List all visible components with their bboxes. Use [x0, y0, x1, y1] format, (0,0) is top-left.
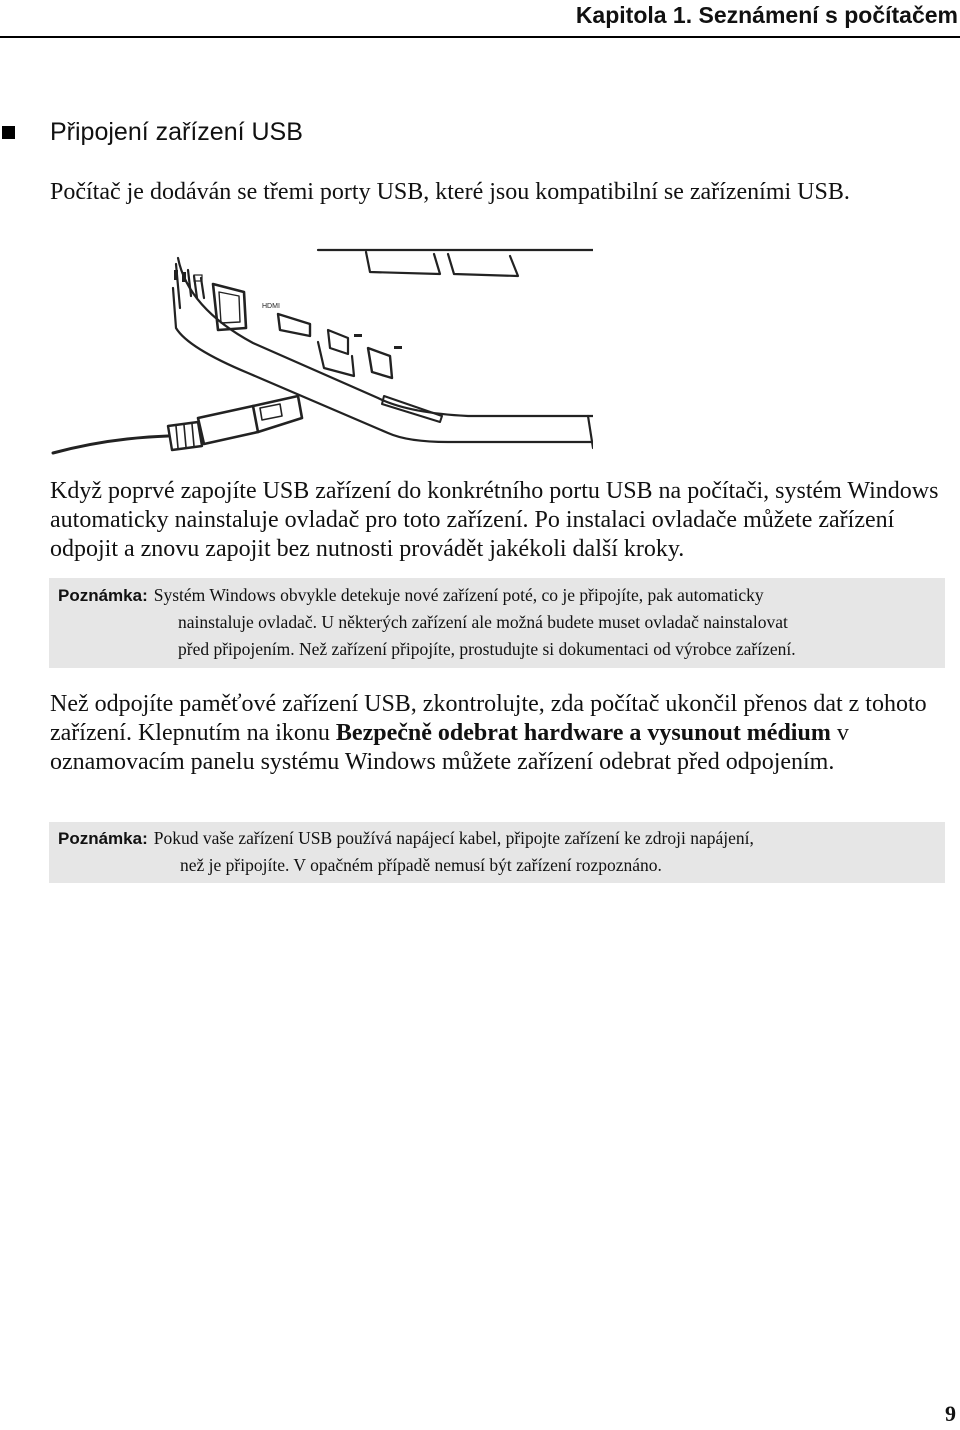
paragraph-text: Než odpojíte paměťové zařízení USB, zkontrolujte, zda počítač ukončil přenos dat z tohoto zařízení. Klepnutím na ikonu	[50, 691, 927, 746]
safe-removal-icon-name: Bezpečně odebrat hardware a vysunout médium	[335, 720, 831, 746]
note-box-power	[49, 822, 945, 883]
note-label: Poznámka:	[58, 829, 148, 848]
note-box-driver	[49, 578, 945, 668]
note-text: než je připojíte. V opačném případě nemusí být zařízení rozpoznáno.	[180, 855, 662, 875]
section-heading	[0, 114, 303, 150]
square-bullet-icon	[2, 126, 15, 139]
section-title: Připojení zařízení USB	[50, 117, 303, 146]
driver-install-paragraph: Když poprvé zapojíte USB zařízení do konkrétního portu USB na počítači, systém Windows automaticky nainstaluje ovladač pro toto zařízení. Po instalaci ovladače můžete zařízení odpojit a znovu zapojit bez nutnosti provádět jakékoli další kroky.	[50, 478, 939, 562]
paragraph-text: v oznamovacím panelu systému Windows můžete zařízení odebrat před odpojením.	[50, 720, 849, 775]
note-label: Poznámka:	[58, 586, 148, 605]
chapter-header: Kapitola 1. Seznámení s počítačem	[575, 2, 958, 28]
page-number: 9	[945, 1401, 956, 1426]
intro-paragraph: Počítač je dodáván se třemi porty USB, které jsou kompatibilní se zařízeními USB.	[50, 179, 850, 205]
note-text: Pokud vaše zařízení USB používá napájecí kabel, připojte zařízení ke zdroji napájení,	[153, 828, 754, 848]
note-text: před připojením. Než zařízení připojíte, prostudujte si dokumentaci od výrobce zařízení.	[178, 639, 796, 659]
hdmi-label: HDMI	[262, 303, 280, 310]
note-line	[58, 582, 939, 609]
safe-removal-paragraph	[50, 690, 955, 777]
note-text: nainstaluje ovladač. U některých zařízení ale možná budete muset ovladač nainstalovat	[178, 612, 788, 632]
note-text: Systém Windows obvykle detekuje nové zařízení poté, co je připojíte, pak automaticky	[153, 585, 764, 605]
note-line	[58, 825, 939, 852]
header-rule	[0, 36, 960, 38]
usb-port-illustration	[48, 248, 593, 458]
